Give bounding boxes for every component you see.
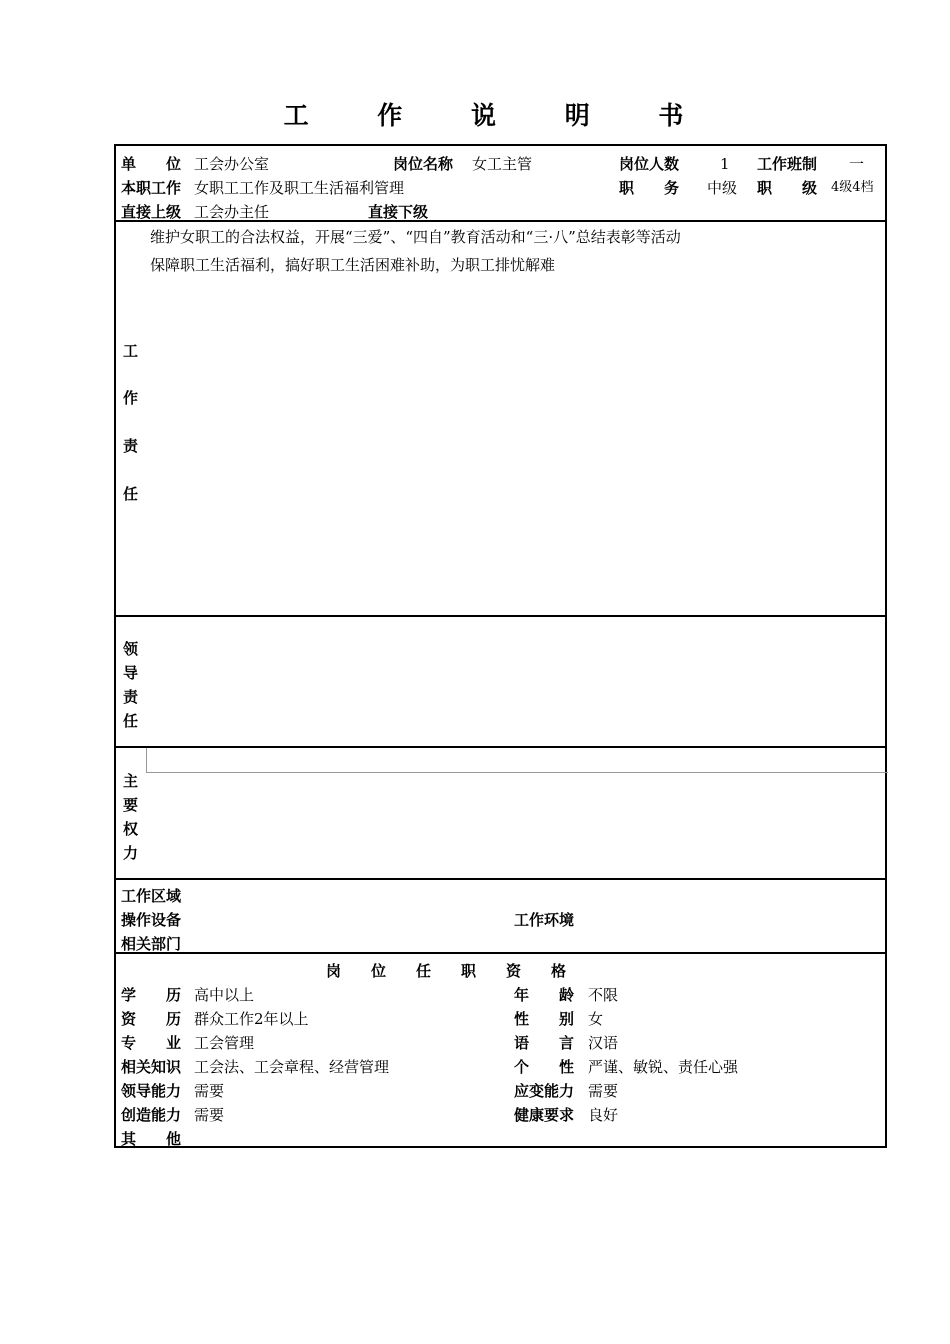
health-label: 健康要求 [514, 1106, 575, 1124]
major-label: 专 业 [121, 1034, 182, 1052]
seniority-value: 群众工作2年以上 [194, 1010, 309, 1028]
other-label: 其 他 [121, 1130, 182, 1148]
responsibility-label-char: 责 [123, 437, 139, 455]
position-value: 女工主管 [472, 155, 533, 173]
job-label: 本职工作 [121, 179, 182, 197]
grade-label: 职 级 [757, 179, 818, 197]
language-value: 汉语 [588, 1034, 619, 1052]
adaptability-value: 需要 [588, 1082, 619, 1100]
authority-label-char: 主 [123, 772, 139, 790]
creativity-value: 需要 [194, 1106, 225, 1124]
job-description-table [114, 144, 887, 1148]
superior-value: 工会办主任 [194, 203, 270, 221]
leadership-label-char: 任 [123, 712, 139, 730]
knowledge-value: 工会法、工会章程、经营管理 [194, 1058, 390, 1076]
qualification-heading: 岗 位 任 职 资 格 [326, 962, 567, 980]
authority-label-char: 权 [123, 820, 139, 838]
unit-value: 工会办公室 [194, 155, 270, 173]
headcount-value: 1 [720, 155, 730, 173]
environment-label: 工作环境 [514, 911, 575, 929]
document-title: 工 作 说 明 书 [283, 101, 714, 130]
equipment-label: 操作设备 [121, 911, 182, 929]
education-label: 学 历 [121, 986, 182, 1004]
job-value: 女职工工作及职工生活福利管理 [194, 179, 405, 197]
area-label: 工作区域 [121, 887, 182, 905]
personality-label: 个 性 [514, 1058, 575, 1076]
headcount-label: 岗位人数 [619, 155, 680, 173]
responsibility-label-char: 工 [123, 342, 139, 360]
age-label: 年 龄 [514, 986, 575, 1004]
adaptability-label: 应变能力 [514, 1082, 575, 1100]
responsibility-item: 维护女职工的合法权益，开展“三爱”、“四自”教育活动和“三·八”总结表彰等活动 [150, 228, 681, 246]
gender-label: 性 别 [514, 1010, 575, 1028]
divider-header [116, 220, 885, 222]
divider-responsibility [116, 615, 885, 617]
language-label: 语 言 [514, 1034, 575, 1052]
shift-value: 一 [849, 155, 865, 173]
subordinate-label: 直接下级 [368, 203, 429, 221]
authority-label-char: 力 [123, 844, 139, 862]
authority-inner-box [146, 748, 888, 773]
leadership-label-char: 导 [123, 664, 139, 682]
position-label: 岗位名称 [393, 155, 454, 173]
seniority-label: 资 历 [121, 1010, 182, 1028]
creativity-label: 创造能力 [121, 1106, 182, 1124]
age-value: 不限 [588, 986, 619, 1004]
divider-authority [116, 878, 885, 880]
department-label: 相关部门 [121, 935, 182, 953]
leadership-label-char: 领 [123, 640, 139, 658]
leadership-ability-value: 需要 [194, 1082, 225, 1100]
responsibility-item: 保障职工生活福利，搞好职工生活困难补助，为职工排忧解难 [150, 256, 556, 274]
duty-value: 中级 [707, 179, 738, 197]
grade-value: 4级4档 [831, 180, 874, 195]
leadership-label-char: 责 [123, 688, 139, 706]
education-value: 高中以上 [194, 986, 255, 1004]
gender-value: 女 [588, 1010, 604, 1028]
duty-label: 职 务 [619, 179, 680, 197]
shift-label: 工作班制 [757, 155, 818, 173]
unit-label: 单 位 [121, 155, 182, 173]
superior-label: 直接上级 [121, 203, 182, 221]
knowledge-label: 相关知识 [121, 1058, 182, 1076]
authority-label-char: 要 [123, 796, 139, 814]
health-value: 良好 [588, 1106, 619, 1124]
leadership-ability-label: 领导能力 [121, 1082, 182, 1100]
personality-value: 严谨、敏锐、责任心强 [588, 1058, 739, 1076]
major-value: 工会管理 [194, 1034, 255, 1052]
responsibility-label-char: 作 [123, 389, 139, 407]
responsibility-label-char: 任 [123, 485, 139, 503]
divider-environment [116, 952, 885, 954]
